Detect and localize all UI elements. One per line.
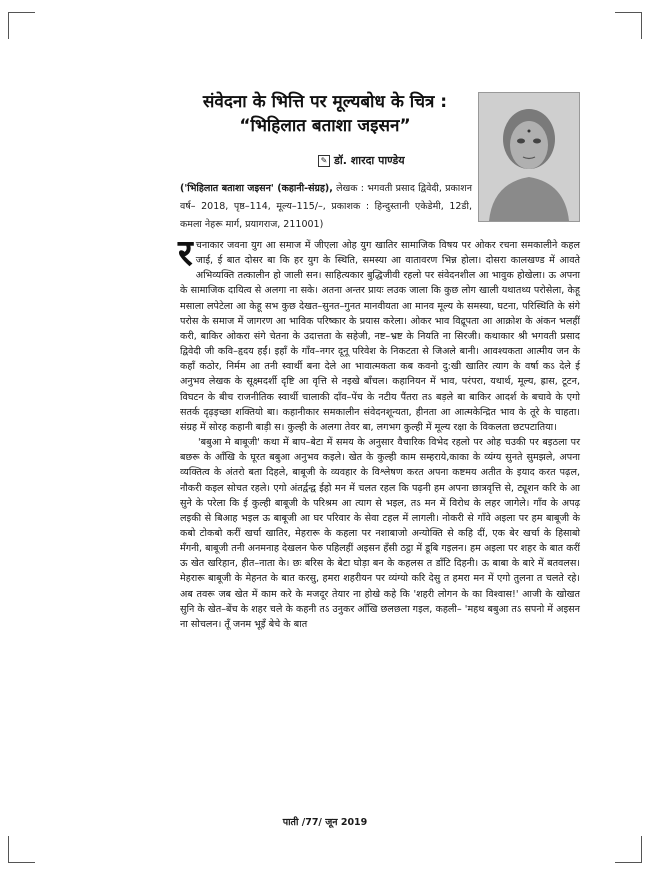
crop-mark-top-left xyxy=(8,12,35,39)
crop-mark-bottom-right xyxy=(615,836,642,863)
book-info-details: लेखक : भगवती प्रसाद द्विवेदी, प्रकाशन वर्ष– 2018, पृष्ठ–114, मूल्य–115/–, प्रकाशक : हिन्दुस्तानी एकेडेमी, 12डी, कमला नेहरू मार्ग, प्रयागराज, 211001) xyxy=(180,183,472,230)
article-body xyxy=(178,233,580,632)
author-photo xyxy=(478,92,580,222)
author-portrait-image xyxy=(479,93,579,221)
article-title xyxy=(180,90,470,138)
book-info-title: ('भिहिलात बताशा जइसन' (कहानी-संग्रह), xyxy=(180,183,333,194)
crop-mark-top-right xyxy=(615,12,642,39)
book-info xyxy=(180,180,472,234)
pen-icon: ✎ xyxy=(318,155,330,167)
author-name: डॉ. शारदा पाण्डेय xyxy=(334,154,405,167)
paragraph-2: 'बबुआ मे बाबूजी' कथा में बाप–बेटा में समय के अनुसार वैचारिक विभेद रहलो पर ओह चउकी पर बइठला पर बछरू के आँखि के घूरत बबुआ अनुभव कइले। खेत के कुल्ही काम सम्हराये,काका के व्यंग्य सुनते सुमझले, अपना व्यक्तित्व के अंतरो बता दिहले, बाबूजी के व्यवहार के विश्लेषण करत अपना कष्टमय अतीत के इयाद करत पढ़ल, नौकरी कइल सोचत रहले। एगो अंतर्द्वन्द्व ईहो मन में चलत रहल कि पढ़नी हम अपना छात्रवृत्ति से, ट्यूशन करि के आ सुने के परेला कि ई कुल्ही बाबूजी के परिश्रम आ त्याग से भइल, तऽ मन में विरोध के लहर जागेले। गाँव के अपढ़ लइकी से बिआह भइल ऊ बाबूजी आ घर परिवार के सेवा टहल में लागली। नोकरी से गाँवे अइला पर हम बाबूजी के कबो टोकबो करीं खर्चा खातिर, मेहरारू के कहला पर नशाबाजो अन्योक्ति से कहि दीं, एक बेर खर्चा के हिसाबो मँगनी, बाबूजी तनी अनमनाह देखलन फेरु पहिलहीं अइसन हँसी ठट्ठा में डूबि गइलन। हम अइला पर शहर के बात करीं ऊ खेत खरिहान, हीत–नाता के। छः बरिस के बेटा घोड़ा बन के कहलस त डाँटि दिहनी। ऊ बाबा के बारे में बतवलस। मेहरारू बाबूजी के मेहनत के बात करसु, हमरा शहरीयन पर व्यंग्यो करि देसु त हमरा मन में एगो तुलना त चलते रहे। अब तवरू जब खेत में काम करे के मजदूर तेयार ना होखे कहे कि 'शहरी लोगन के का विश्वास!' आजी के खोखत सुनि के खेत–बेंच के शहर चले के कहनी तऽ उनुकर आँखि छलछला गइल, कहली– 'महथ बबुआ तऽ सपनो में अइसन ना सोचलन। तूँ जनम भूइँ बेचे के बात xyxy=(180,437,580,630)
drop-cap: र xyxy=(178,233,193,274)
author-byline xyxy=(318,153,405,168)
paragraph-1-text: चनाकार जवना युग आ समाज में जीएला ओह युग खातिर सामाजिक विषय पर ओकर रचना समकालीने कहल जाई, ई बात दोसर बा कि हर युग के स्थिति, समस्या आ वातावरण भिन्न होला। दोसरा कालखण्ड में आवते अभिव्यक्ति तत्कालीन हो जाली सन। साहित्यकार बुद्धिजीवी रहलो पर संवेदनशील आ भावुक होखेला। ऊ अपना के सामाजिक दायित्व से अलगा ना सके। अतना अन्तर प्रायः लउक जाला कि कुछ लोग खाली यथातथ्य परोसेला, केहू मसाला लपेटेला आ केहू सभ कुछ देखत–सुनत–गुनत मानवीयता आ मानव मूल्य के समस्या, घटना, परिस्थिति के संगे परोस के समाज में जागरण आ भाविक परिष्कार के प्रयास करेला। ओकर भाव विद्रूपता आ आक्रोश के अंकन भलहीं करी, बाकिर ओकरा संगे चेतना के उदात्तता के सहेजी, नष्ट–भ्रष्ट के नियति ना सिरजी। कथाकार श्री भगवती प्रसाद द्विवेदी जी कवि–हृदय हईं। इहाँ के गाँव–नगर दूनू परिवेश के निकटता से जिअले बानी। आवश्यकता आत्मीय जन के कहाँ कठोर, निर्मम आ तनी स्वार्थी बना देले आ भावात्मकता कब कवनो दु:खी खातिर त्याग के वर्षा कऽ देले ई अनुभव लेखक के सूक्ष्मदर्शी दृष्टि आ वृत्ति से नइखे बाँचल। कहानियन में भाव, परंपरा, यथार्थ, मूल्य, ह्रास, टूटन, विघटन के बीच राजनीतिक स्वार्थी चालाकी दाँव–पेंच के नटीय पैंतरा तऽ बड़ले बा बाकिर आदर्श के बचावे के एगो सतर्क दृढ़इच्छा शक्तियो बा। कहानीकार समकालीन संवेदनशून्यता, हीनता आ आत्मकेन्द्रित भाव के तूरे के चाहता। संग्रह में सोरह कहानी बाड़ी स। कुल्ही के अलगा तेवर बा, लगभग कुल्ही में मूल्य रक्षा के विकलता छटपटातिया। xyxy=(180,240,580,433)
page-footer: पाती /77/ जून 2019 xyxy=(282,817,368,828)
article-title-line-2: “भिहिलात बताशा जइसन” xyxy=(239,116,411,136)
paragraph-1 xyxy=(178,233,580,435)
article-title-line-1: संवेदना के भित्ति पर मूल्यबोध के चित्र : xyxy=(202,92,448,112)
crop-mark-bottom-left xyxy=(8,836,35,863)
